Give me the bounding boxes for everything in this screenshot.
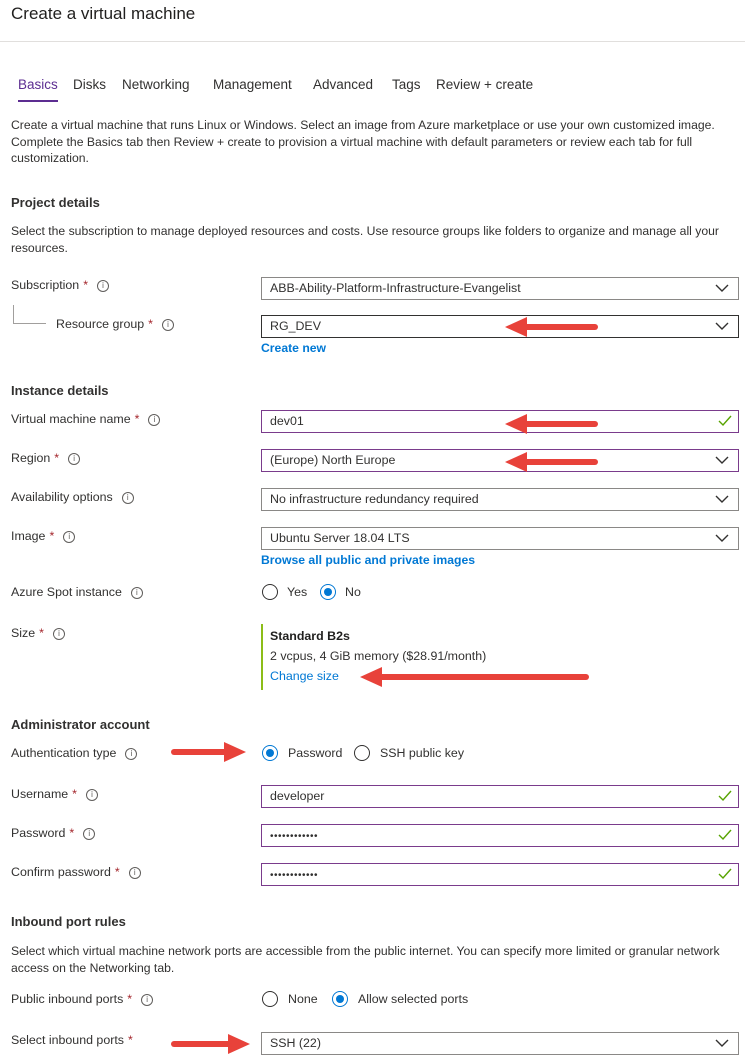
resource-group-label-text: Resource group [56,317,145,331]
required-marker: * [127,1033,133,1047]
tab-networking[interactable]: Networking [122,77,190,92]
info-icon[interactable]: i [53,628,65,640]
required-marker: * [72,787,77,801]
availability-value: No infrastructure redundancy required [270,492,479,506]
required-marker: * [148,317,153,331]
info-icon[interactable]: i [129,867,141,879]
tab-tags[interactable]: Tags [392,77,421,92]
vm-name-input[interactable] [261,410,739,433]
annotation-arrow-icon [358,665,594,689]
public-none-label: None [288,992,318,1006]
spot-label-text: Azure Spot instance [11,585,122,599]
availability-label [11,490,134,504]
tree-connector [13,305,14,323]
chevron-down-icon [715,495,729,504]
region-label-text: Region [11,451,51,465]
chevron-down-icon [715,534,729,543]
admin-account-heading: Administrator account [11,717,150,732]
username-input[interactable] [261,785,739,808]
required-marker: * [69,826,75,840]
confirm-password-label [11,865,141,879]
resource-group-label [56,317,174,331]
spot-yes-label: Yes [287,585,308,599]
subscription-select[interactable] [261,277,739,300]
username-label [11,787,98,801]
annotation-arrow-icon [170,740,248,764]
image-label-text: Image [11,529,46,543]
public-none-radio[interactable] [262,991,278,1007]
subscription-label [11,278,109,292]
auth-ssh-label: SSH public key [380,746,465,760]
info-icon[interactable]: i [97,280,109,292]
availability-label-text: Availability options [11,490,113,504]
public-allow-radio[interactable] [332,991,348,1007]
subscription-value: ABB-Ability-Platform-Infrastructure-Evangelist [270,281,521,295]
public-ports-label-text: Public inbound ports [11,992,124,1006]
required-marker: * [134,412,140,426]
password-label-text: Password [11,826,66,840]
required-marker: * [54,451,60,465]
confirm-password-value: •••••••••••• [270,870,319,881]
spot-no-radio[interactable] [320,584,336,600]
intro-line-2: Complete the Basics tab then Review + create to provision a virtual machine with default parameters or review each tab for full customization. [11,134,693,165]
select-ports-value: SSH (22) [270,1036,321,1050]
info-icon[interactable]: i [63,531,75,543]
checkmark-icon [718,790,732,802]
size-label-text: Size [11,626,36,640]
select-ports-dropdown[interactable] [261,1032,739,1055]
size-label [11,626,65,640]
tab-review-create[interactable]: Review + create [436,77,534,92]
vm-name-value: dev01 [270,414,304,428]
region-label [11,451,80,465]
annotation-arrow-icon [503,315,603,339]
public-allow-label: Allow selected ports [358,992,469,1006]
spot-label [11,585,143,599]
info-icon[interactable]: i [83,828,95,840]
password-value: •••••••••••• [270,831,319,842]
intro-line-1: Create a virtual machine that runs Linux or Windows. Select an image from Azure marketplace or use your own customized image. [11,118,715,132]
required-marker: * [49,529,55,543]
annotation-arrow-icon [503,450,603,474]
resource-group-select[interactable] [261,315,739,338]
region-value: (Europe) North Europe [270,453,396,467]
spot-yes-radio[interactable] [262,584,278,600]
vm-name-label [11,412,160,426]
image-value: Ubuntu Server 18.04 LTS [270,531,410,545]
confirm-password-label-text: Confirm password [11,865,111,879]
auth-password-radio[interactable] [262,745,278,761]
image-label [11,529,75,543]
auth-ssh-radio[interactable] [354,745,370,761]
username-value: developer [270,789,325,803]
info-icon[interactable]: i [125,748,137,760]
auth-password-label: Password [288,746,343,760]
tab-disks[interactable]: Disks [73,77,106,92]
instance-details-heading: Instance details [11,383,109,398]
tab-advanced[interactable]: Advanced [313,77,374,92]
browse-images-link[interactable]: Browse all public and private images [261,553,476,567]
chevron-down-icon [715,284,729,293]
info-icon[interactable]: i [131,587,143,599]
subscription-label-text: Subscription [11,278,80,292]
annotation-arrow-icon [503,412,603,436]
auth-type-label [11,746,137,760]
info-icon[interactable]: i [122,492,134,504]
info-icon[interactable]: i [162,319,174,331]
chevron-down-icon [715,456,729,465]
password-label [11,826,95,840]
spot-no-label: No [345,585,361,599]
size-indicator-bar [261,624,263,690]
info-icon[interactable]: i [141,994,153,1006]
change-size-link[interactable]: Change size [270,669,339,683]
public-ports-label [11,992,153,1006]
tab-management[interactable]: Management [213,77,292,92]
checkmark-icon [718,829,732,841]
required-marker: * [39,626,44,640]
chevron-down-icon [715,1039,729,1048]
checkmark-icon [718,868,732,880]
page-title: Create a virtual machine [11,4,196,23]
username-label-text: Username [11,787,69,801]
tree-connector [13,323,46,324]
annotation-arrow-icon [170,1032,252,1056]
image-select[interactable] [261,527,739,550]
auth-type-label-text: Authentication type [11,746,117,760]
create-new-link[interactable]: Create new [261,341,327,355]
vm-name-label-text: Virtual machine name [11,412,131,426]
size-name: Standard B2s [270,629,350,643]
password-input[interactable] [261,824,739,847]
required-marker: * [127,992,133,1006]
resource-group-value: RG_DEV [270,319,321,333]
inbound-rules-desc: Select which virtual machine network ports are accessible from the public internet. You can specify more limited or granular network access on the Networking tab. [11,944,720,975]
tab-basics[interactable]: Basics [18,77,58,92]
region-select[interactable] [261,449,739,472]
chevron-down-icon [715,322,729,331]
confirm-password-input[interactable] [261,863,739,886]
required-marker: * [114,865,120,879]
active-tab-indicator [18,100,58,102]
availability-select[interactable] [261,488,739,511]
divider [0,41,745,42]
inbound-rules-heading: Inbound port rules [11,914,126,929]
intro-text [11,117,733,167]
project-details-heading: Project details [11,195,100,210]
info-icon[interactable]: i [86,789,98,801]
info-icon[interactable]: i [148,414,160,426]
info-icon[interactable]: i [68,453,80,465]
required-marker: * [83,278,89,292]
project-details-desc: Select the subscription to manage deployed resources and costs. Use resource groups like folders to organize and manage all your resources. [11,224,719,255]
checkmark-icon [718,415,732,427]
select-ports-label-text: Select inbound ports [11,1033,124,1047]
select-ports-label [11,1033,133,1047]
size-detail: 2 vcpus, 4 GiB memory ($28.91/month) [270,649,487,663]
